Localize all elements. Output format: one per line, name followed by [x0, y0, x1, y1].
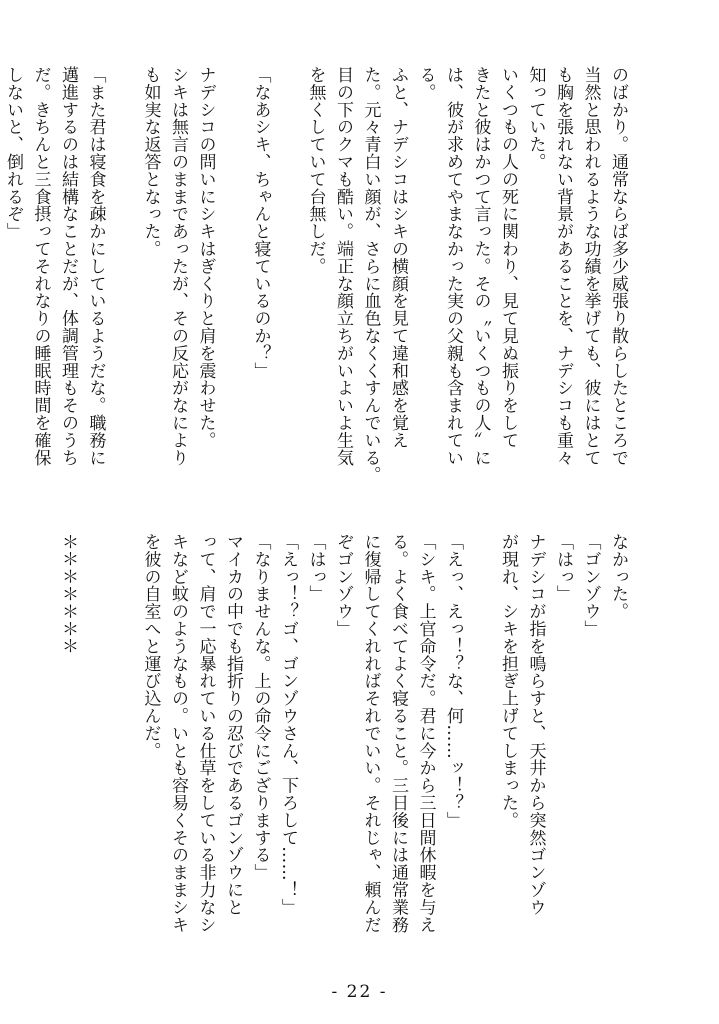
text-line: ナデシコの問いにシキはぎくりと肩を震わせた。 [195, 66, 216, 449]
text-line: いくつもの人の死に関わり、見て見ぬ振りをして [498, 66, 518, 449]
text-line: に復帰してくれればそれでいい。それじゃ、頼んだ [360, 533, 381, 934]
text-line: 「なりませんな。上の命令にござりまする」 [250, 533, 271, 881]
text-line [109, 66, 137, 496]
text-line: る。 [415, 66, 436, 101]
text-line: 目の下のクマも酷い。端正な顔立ちがいよいよ生気 [333, 66, 353, 467]
text-line: のばかり。通常ならば多少威張り散らしたところで [608, 66, 628, 467]
text-line: る。よく食べてよく寝ること。三日後には通常業務 [388, 533, 408, 934]
text-line: が現れ、シキを担ぎ上げてしまった。 [498, 533, 518, 829]
text-line: 「また君は寝食を疎かにしているようだな。職務に [85, 66, 106, 467]
text-line: は、彼が求めてやまなかった実の父親も含まれてい [443, 66, 463, 467]
text-line: 「ゴンゾウ」 [580, 533, 601, 638]
text-line: 邁進するのは結構なことだが、体調管理もそのうち [58, 66, 78, 467]
text-line: 「なあシキ、ちゃんと寝ているのか？」 [250, 66, 271, 380]
text-line: なかった。 [608, 533, 628, 620]
text-line [81, 533, 109, 953]
text-line: ぞゴンゾウ」 [333, 533, 353, 638]
text-line: シキは無言のままであったが、その反応がなにより [168, 66, 188, 467]
text-line: を彼の自室へと運び込んだ。 [140, 533, 161, 760]
text-line: だ。きちんと三食摂ってそれなりの睡眠時間を確保 [30, 66, 51, 467]
text-line: 「はっ」 [305, 533, 326, 603]
text-line [219, 66, 247, 496]
lower-text-block [58, 533, 631, 953]
text-line: きたと彼はかつて言った。その〝いくつもの人〟に [470, 66, 491, 467]
text-line [109, 533, 137, 953]
text-line: マイカの中でも指折りの忍びであるゴンゾウにと [223, 533, 243, 916]
text-line: ＊＊＊＊＊＊＊ [58, 533, 78, 655]
text-line: 「えっ！？ゴ、ゴンゾウさん、下ろして……！」 [278, 533, 298, 916]
text-line: って、肩で一応暴れている仕草をしている非力なシ [195, 533, 216, 934]
text-line: 「えっ、えっ！？な、何……ッ！？」 [443, 533, 463, 829]
text-line: 「はっ」 [553, 533, 573, 603]
text-line: も胸を張れない背景があることを、ナデシコも重々 [553, 66, 573, 467]
text-line: 知っていた。 [525, 66, 546, 171]
text-line [466, 533, 494, 953]
text-line: しないと、倒れるぞ」 [3, 66, 23, 240]
text-line: も如実な返答となった。 [140, 66, 161, 258]
text-line: キなど蚊のようなもの。いとも容易くそのままシキ [168, 533, 188, 934]
text-line: 「シキ。上官命令だ。君に今から三日間休暇を与え [415, 533, 436, 934]
text-line: ナデシコが指を鳴らすと、天井から突然ゴンゾウ [525, 533, 546, 916]
text-line: を無くしていて台無しだ。 [305, 66, 326, 275]
text-line: た。元々青白い顔が、さらに血色なくくすんでいる。 [360, 66, 381, 484]
text-line: 当然と思われるような功績を挙げても、彼にはとて [580, 66, 601, 467]
upper-text-block [3, 66, 631, 496]
text-line [274, 66, 302, 496]
text-line: ふと、ナデシコはシキの横顔を見て違和感を覚え [388, 66, 408, 449]
page-number: - 22 - [331, 982, 388, 1002]
